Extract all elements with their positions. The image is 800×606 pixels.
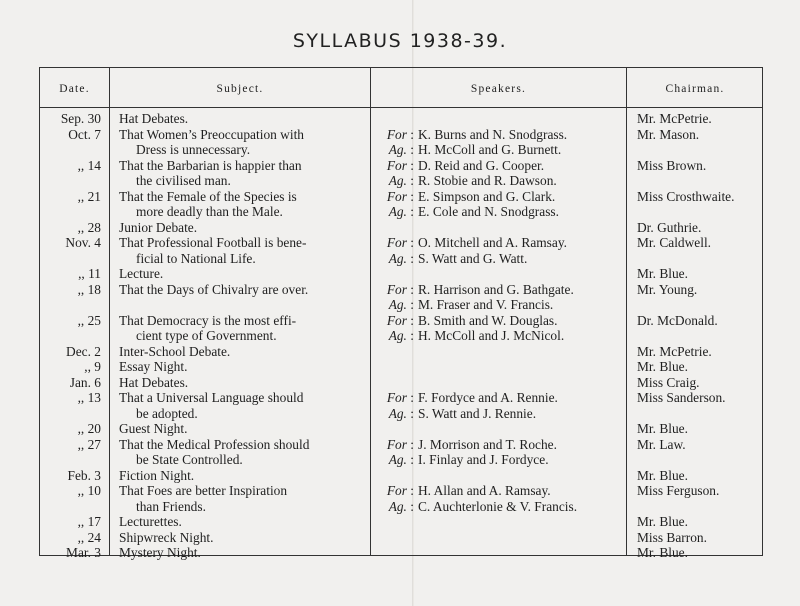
row-date: Jan. 6	[69, 374, 101, 390]
speaker-side-label	[362, 437, 414, 453]
row-subject: ficial to National Life.	[136, 250, 256, 266]
speaker-side-label	[362, 390, 414, 406]
colon-separator: :	[406, 281, 414, 297]
row-date: Oct. 7	[68, 126, 101, 142]
row-subject: That Democracy is the most effi-	[119, 312, 297, 328]
speaker-side-label	[362, 282, 414, 298]
colon-separator: :	[406, 328, 414, 343]
colon-separator: :	[406, 173, 414, 188]
table-row	[0, 111, 800, 127]
speaker-side-text: For	[386, 157, 407, 173]
row-date: ,, 11	[78, 266, 101, 281]
row-speakers: H. Allan and A. Ramsay.	[418, 483, 551, 498]
colon-separator: :	[406, 452, 414, 467]
row-chairman: Mr. Mason.	[637, 126, 700, 142]
row-speakers: E. Cole and N. Snodgrass.	[418, 204, 559, 219]
colon-separator: :	[406, 405, 414, 421]
header-chairman: Chairman.	[665, 83, 725, 95]
table-row	[0, 530, 800, 546]
speaker-side-text: For	[386, 390, 407, 405]
row-subject: be State Controlled.	[136, 452, 243, 467]
row-chairman: Mr. McPetrie.	[637, 343, 712, 359]
speaker-side-text: For	[386, 281, 407, 297]
speaker-side-label	[362, 297, 414, 313]
colon-separator: :	[406, 142, 414, 157]
row-speakers: K. Burns and N. Snodgrass.	[418, 126, 568, 142]
colon-separator: :	[406, 483, 414, 498]
row-subject: more deadly than the Male.	[136, 204, 283, 219]
speaker-side-label	[362, 328, 414, 344]
speaker-side-text: Ag.	[388, 142, 407, 157]
speaker-side-text: For	[386, 483, 407, 498]
row-subject: That the Medical Profession should	[119, 436, 310, 452]
row-subject: Guest Night.	[119, 421, 188, 436]
speaker-side-text: Ag.	[388, 204, 407, 219]
table-row	[0, 390, 800, 421]
row-speakers: I. Finlay and J. Fordyce.	[418, 452, 549, 467]
table-row	[0, 375, 800, 391]
row-subject: That the Barbarian is happier than	[119, 157, 302, 173]
table-row	[0, 189, 800, 220]
table-row	[0, 437, 800, 468]
row-subject: That Foes are better Inspiration	[119, 483, 288, 498]
speaker-side-text: Ag.	[388, 173, 407, 188]
row-date: ,, 13	[77, 390, 101, 405]
row-speakers: H. McColl and G. Burnett.	[418, 142, 562, 157]
colon-separator: :	[406, 390, 414, 405]
row-speakers: R. Stobie and R. Dawson.	[418, 173, 557, 188]
speaker-side-text: Ag.	[388, 297, 407, 312]
row-speakers: B. Smith and W. Douglas.	[418, 312, 558, 328]
row-chairman: Mr. Blue.	[637, 545, 688, 560]
row-chairman: Mr. Blue.	[637, 421, 688, 436]
row-subject: Inter-School Debate.	[119, 343, 231, 359]
row-subject: That the Female of the Species is	[119, 188, 297, 204]
speaker-side-label	[362, 189, 414, 205]
row-subject: the civilised man.	[136, 173, 231, 188]
row-chairman: Mr. Caldwell.	[637, 235, 712, 250]
speaker-side-text: Ag.	[388, 452, 407, 467]
row-speakers: O. Mitchell and A. Ramsay.	[418, 235, 568, 250]
row-date: Mar. 3	[66, 545, 101, 560]
row-speakers: R. Harrison and G. Bathgate.	[418, 281, 574, 297]
colon-separator: :	[406, 250, 414, 266]
row-subject: Junior Debate.	[119, 219, 198, 235]
colon-separator: :	[406, 297, 414, 312]
speaker-side-label	[362, 251, 414, 267]
colon-separator: :	[406, 436, 414, 452]
row-date: ,, 21	[77, 188, 101, 204]
row-date: Feb. 3	[67, 467, 101, 483]
row-speakers: H. McColl and J. McNicol.	[418, 328, 565, 343]
speaker-side-label	[362, 204, 414, 220]
row-speakers: S. Watt and J. Rennie.	[418, 405, 537, 421]
row-chairman: Mr. Blue.	[637, 266, 688, 281]
row-speakers: F. Fordyce and A. Rennie.	[418, 390, 558, 405]
row-chairman: Miss Ferguson.	[637, 483, 720, 498]
speaker-side-text: For	[386, 126, 407, 142]
speaker-side-label	[362, 499, 414, 515]
row-subject: That the Days of Chivalry are over.	[119, 281, 309, 297]
colon-separator: :	[406, 498, 414, 514]
row-date: ,, 27	[77, 436, 101, 452]
row-date: ,, 14	[77, 157, 101, 173]
row-chairman: Dr. McDonald.	[637, 312, 718, 328]
speaker-side-text: Ag.	[388, 498, 407, 514]
row-subject: Lecture.	[119, 266, 164, 281]
table-row	[0, 282, 800, 313]
row-chairman: Mr. Young.	[637, 281, 698, 297]
row-subject: That Professional Football is bene-	[119, 235, 307, 250]
speaker-side-label	[362, 235, 414, 251]
row-date: ,, 10	[77, 483, 101, 498]
row-speakers: E. Simpson and G. Clark.	[418, 188, 556, 204]
row-chairman: Dr. Guthrie.	[637, 219, 702, 235]
speaker-side-label	[362, 158, 414, 174]
speaker-side-text: Ag.	[388, 405, 407, 421]
row-subject: That Women’s Preoccupation with	[119, 126, 304, 142]
table-row	[0, 421, 800, 437]
row-subject: be adopted.	[136, 405, 198, 421]
colon-separator: :	[406, 157, 414, 173]
colon-separator: :	[406, 204, 414, 219]
row-date: ,, 24	[77, 529, 101, 545]
row-subject: Essay Night.	[119, 359, 188, 374]
row-date: Sep. 30	[60, 111, 101, 126]
row-subject: Shipwreck Night.	[119, 529, 214, 545]
row-subject: Lecturettes.	[119, 514, 182, 529]
row-chairman: Mr. McPetrie.	[637, 111, 712, 126]
table-row	[0, 359, 800, 375]
colon-separator: :	[406, 126, 414, 142]
row-date: ,, 25	[77, 312, 101, 328]
row-date: ,, 18	[77, 281, 101, 297]
colon-separator: :	[406, 235, 414, 250]
header-date: Date.	[59, 83, 90, 95]
row-chairman: Miss Crosthwaite.	[637, 188, 735, 204]
speaker-side-label	[362, 127, 414, 143]
table-row	[0, 127, 800, 158]
row-chairman: Mr. Blue.	[637, 514, 688, 529]
speaker-side-text: Ag.	[388, 328, 407, 343]
speaker-side-label	[362, 142, 414, 158]
table-row	[0, 235, 800, 266]
row-subject: Fiction Night.	[119, 467, 195, 483]
row-speakers: D. Reid and G. Cooper.	[418, 157, 545, 173]
row-chairman: Miss Brown.	[637, 157, 707, 173]
row-speakers: S. Watt and G. Watt.	[418, 250, 528, 266]
table-row	[0, 313, 800, 344]
table-row	[0, 158, 800, 189]
table-row	[0, 483, 800, 514]
header-speakers: Speakers.	[470, 83, 527, 95]
row-subject: Mystery Night.	[119, 545, 201, 560]
row-chairman: Miss Craig.	[637, 374, 700, 390]
row-chairman: Mr. Blue.	[637, 467, 688, 483]
header-subject: Subject.	[216, 83, 264, 95]
row-speakers: M. Fraser and V. Francis.	[418, 297, 554, 312]
row-subject: That a Universal Language should	[119, 390, 304, 405]
speaker-side-label	[362, 173, 414, 189]
speaker-side-text: For	[386, 436, 407, 452]
row-date: ,, 9	[84, 359, 101, 374]
colon-separator: :	[406, 312, 414, 328]
row-chairman: Miss Sanderson.	[637, 390, 726, 405]
header-divider	[39, 107, 763, 108]
table-row	[0, 220, 800, 236]
speaker-side-text: For	[386, 235, 407, 250]
row-subject: Hat Debates.	[119, 111, 189, 126]
row-subject: Hat Debates.	[119, 374, 189, 390]
row-chairman: Mr. Blue.	[637, 359, 688, 374]
row-date: Dec. 2	[66, 343, 101, 359]
syllabus-rows	[0, 111, 800, 561]
colon-separator: :	[406, 188, 414, 204]
speaker-side-text: For	[386, 312, 407, 328]
row-speakers: C. Auchterlonie & V. Francis.	[418, 498, 578, 514]
speaker-side-text: For	[386, 188, 407, 204]
row-subject: than Friends.	[136, 498, 206, 514]
table-row	[0, 468, 800, 484]
page-title: SYLLABUS 1938-39.	[292, 30, 508, 52]
table-row	[0, 344, 800, 360]
speaker-side-text: Ag.	[388, 250, 407, 266]
table-row	[0, 545, 800, 561]
speaker-side-label	[362, 452, 414, 468]
row-speakers: J. Morrison and T. Roche.	[418, 436, 557, 452]
row-subject: cient type of Government.	[136, 328, 277, 343]
row-date: Nov. 4	[65, 235, 101, 250]
speaker-side-label	[362, 406, 414, 422]
table-row	[0, 514, 800, 530]
speaker-side-label	[362, 483, 414, 499]
row-date: ,, 17	[77, 514, 101, 529]
row-date: ,, 20	[77, 421, 101, 436]
row-chairman: Miss Barron.	[637, 529, 707, 545]
row-subject: Dress is unnecessary.	[136, 142, 251, 157]
row-date: ,, 28	[77, 219, 101, 235]
table-row	[0, 266, 800, 282]
row-chairman: Mr. Law.	[637, 436, 686, 452]
speaker-side-label	[362, 313, 414, 329]
